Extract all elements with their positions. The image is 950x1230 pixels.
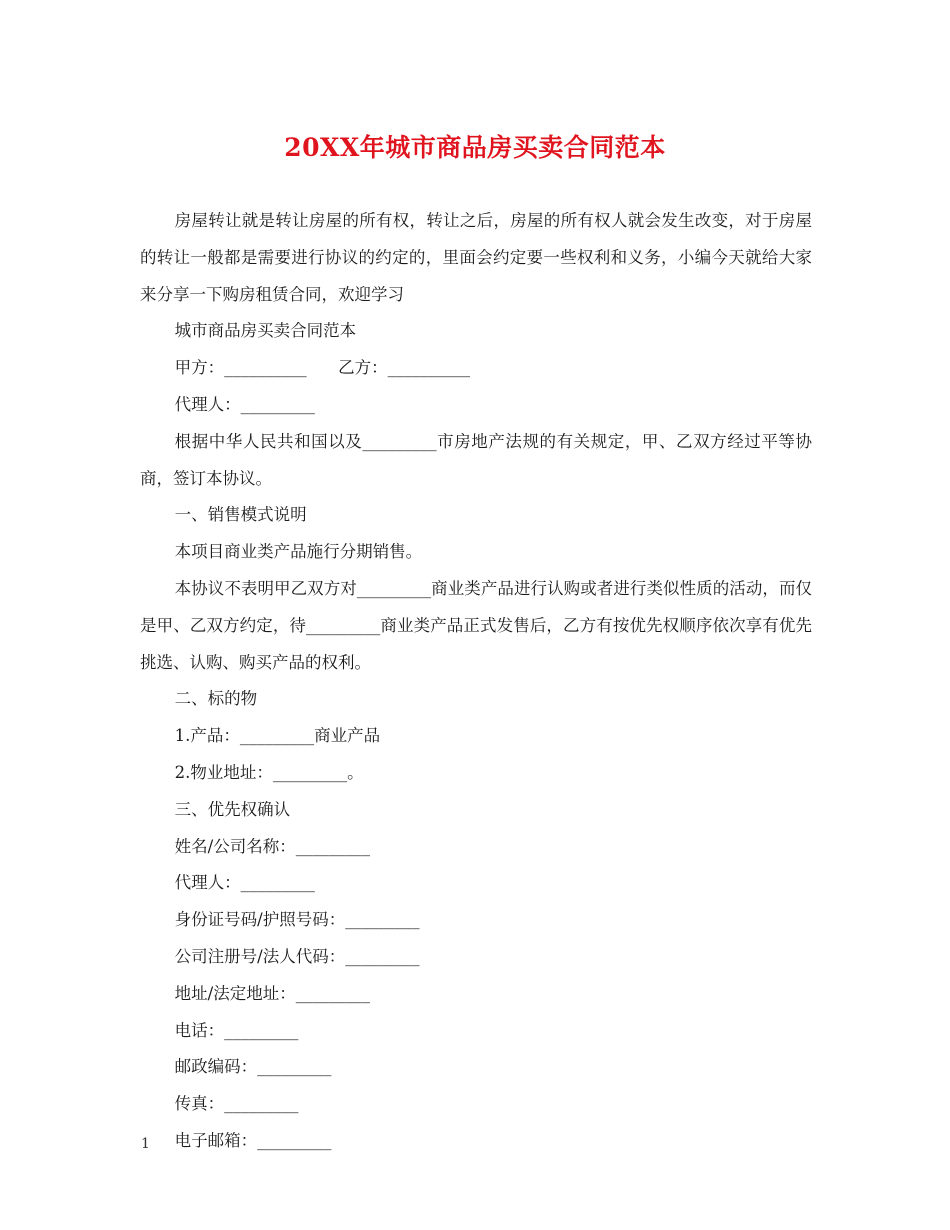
document-title: 20XX年城市商品房买卖合同范本: [284, 133, 666, 162]
product-line: 1.产品：_________商业产品: [174, 726, 381, 746]
property-address-line: 2.物业地址：_________。: [174, 762, 364, 782]
section-heading-sales-mode: 一、销售模式说明: [174, 505, 307, 525]
sales-mode-paragraph: 本项目商业类产品施行分期销售。: [174, 542, 423, 562]
page-number: 1: [141, 1136, 150, 1152]
party-a-b-line: 甲方：__________ 乙方：__________: [174, 358, 471, 378]
email-field: 电子邮箱：_________: [174, 1130, 332, 1150]
contract-subtitle: 城市商品房买卖合同范本: [174, 321, 357, 341]
intro-paragraph: 房屋转让就是转让房屋的所有权，转让之后，房屋的所有权人就会发生改变，对于房屋的转让一般都是需要进行协议的约定的，里面会约定要一些权利和义务，小编今天就给大家来分享一下购房租赁合同，欢迎学习: [140, 211, 812, 304]
phone-field: 电话：_________: [174, 1020, 299, 1040]
fax-field: 传真：_________: [174, 1094, 299, 1114]
address-field: 地址/法定地址：_________: [174, 983, 370, 1003]
agent-field: 代理人：_________: [174, 873, 315, 893]
postal-code-field: 邮政编码：_________: [174, 1057, 332, 1077]
document-body: [140, 203, 812, 1160]
agent-line: 代理人：_________: [174, 394, 315, 414]
id-passport-field: 身份证号码/护照号码：_________: [174, 910, 420, 930]
section-heading-subject-matter: 二、标的物: [174, 689, 258, 709]
legal-basis-paragraph: 根据中华人民共和国以及_________市房地产法规的有关规定，甲、乙双方经过平等协商，签订本协议。: [140, 431, 812, 488]
company-registration-field: 公司注册号/法人代码：_________: [174, 946, 420, 966]
agreement-scope-paragraph: 本协议不表明甲乙双方对_________商业类产品进行认购或者进行类似性质的活动，而仅是甲、乙双方约定，待_________商业类产品正式发售后，乙方有按优先权顺序依次享有优先挑选、认购、购买产品的权利。: [140, 578, 812, 672]
section-heading-priority: 三、优先权确认: [174, 799, 291, 819]
name-company-field: 姓名/公司名称：_________: [174, 836, 370, 856]
